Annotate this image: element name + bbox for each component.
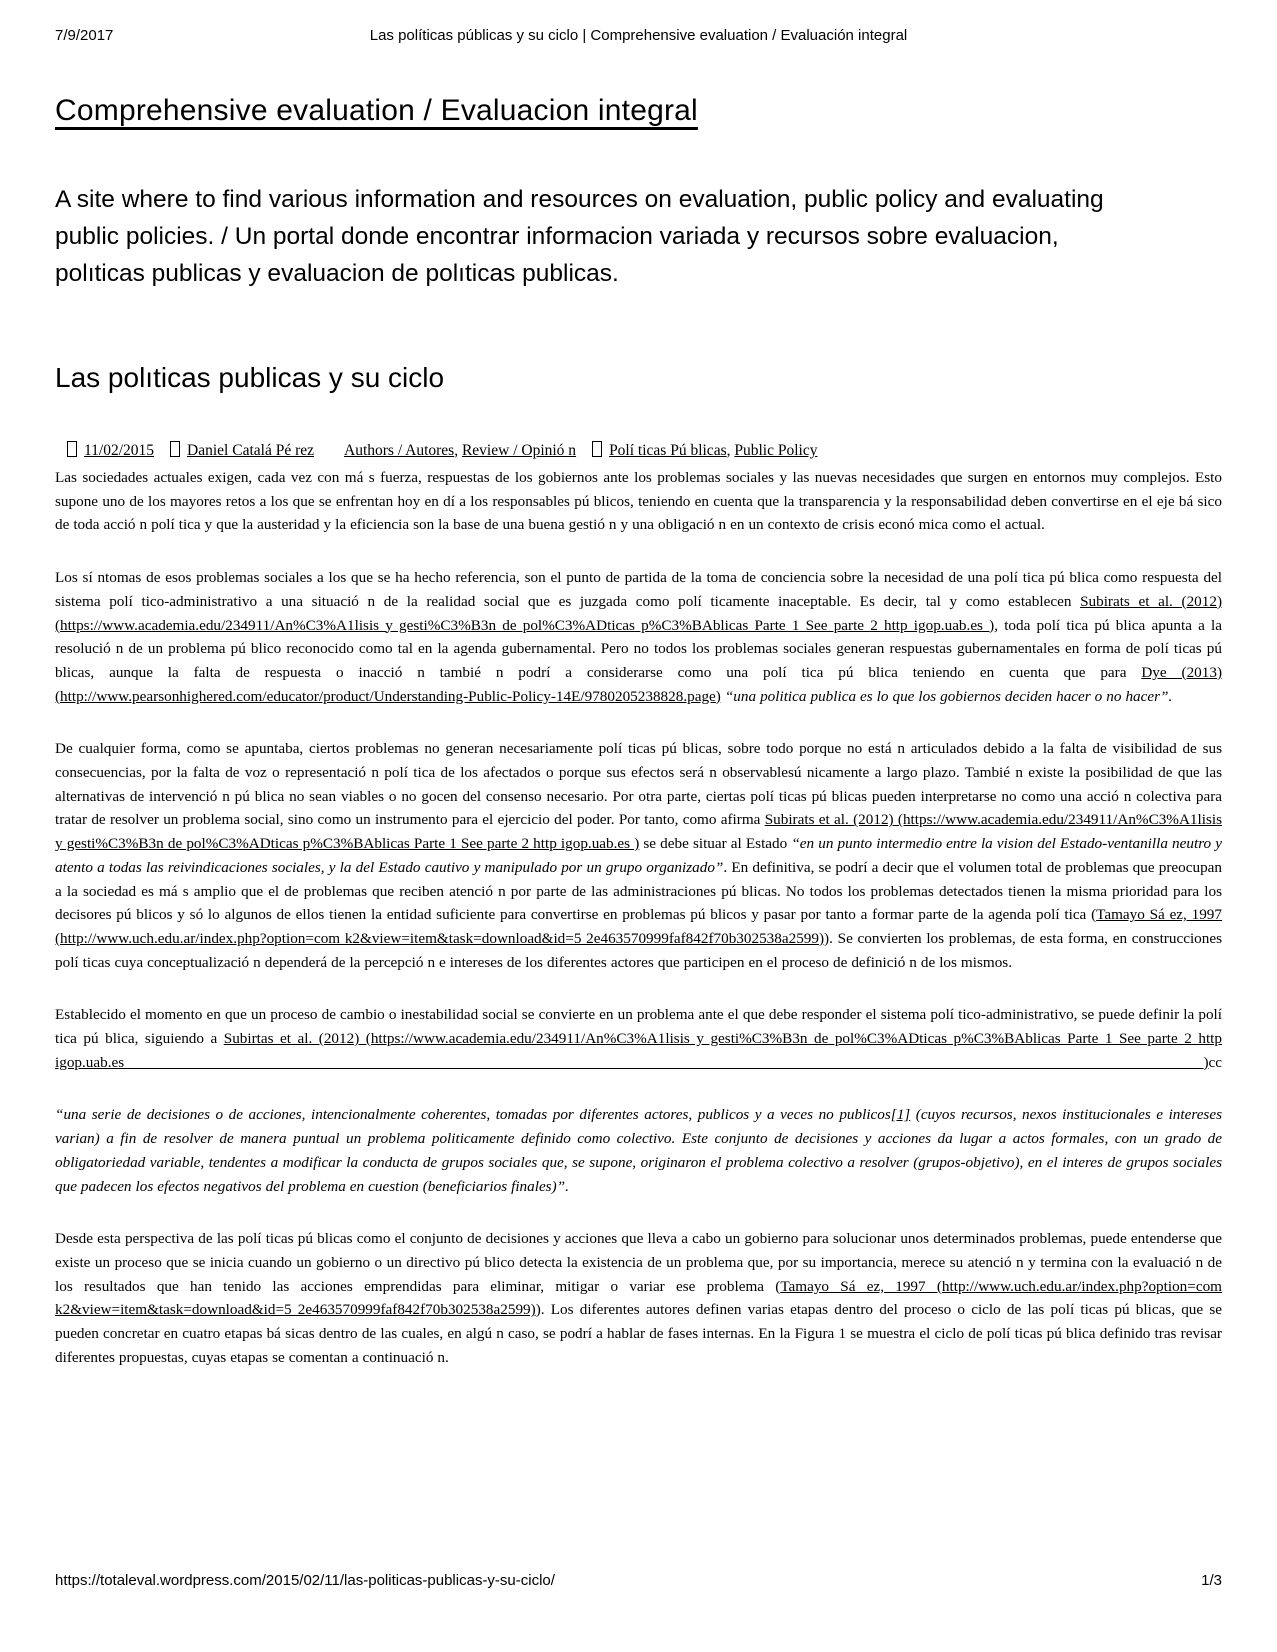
meta-date <box>67 442 154 459</box>
inline-link[interactable]: Subirats et al. (2012) (https://www.academia.edu/234911/An%C3%A1lisis y gesti%C3%B3n de pol%C3%ADticas p%C3%BAblicas Parte 1 See parte 2 http igop.uab.es ) <box>55 592 1222 634</box>
paragraph-text: ). Los diferentes autores definen varias etapas dentro del proceso o ciclo de las polí ticas pú blicas, que se pueden concretar en cuatro etapas bá sicas dentro de las cuales, en algú n caso, se podrí a hablar de fases internas. En la Figura 1 se muestra el ciclo de polí ticas pú blica definido tras revisar diferentes propuestas, cuyas etapas se comentan a continuació n. <box>55 1301 1222 1366</box>
inline-link[interactable]: Tamayo Sá ez, 1997 (http://www.uch.edu.ar/index.php?option=com k2&view=item&task=download&id=5 2e463570999faf842f70b302538a2599) <box>55 1277 1222 1319</box>
paragraph-text: Desde esta perspectiva de las polí ticas pú blicas como el conjunto de decisiones y acciones que lleva a cabo un gobierno para solucionar unos determinados problemas, puede entenderse que existe un proceso que se inicia cuando un gobierno o un directivo pú blico detecta la existencia de un problema que, por su importancia, merece su atenció n y termina con la evaluació n de los resultados que han tenido las acciones emprendidas para eliminar, mitigar o variar ese problema ( <box>55 1230 1222 1295</box>
quoted-text: “una serie de decisiones o de acciones, intencionalmente coherentes, tomadas por diferentes actores, publicos y a veces no publicos <box>55 1106 891 1124</box>
meta-author <box>170 442 314 459</box>
meta-date-link[interactable]: 11/02/2015 <box>84 442 155 459</box>
quoted-text: “una politica publica es lo que los gobiernos deciden hacer o no hacer”. <box>724 687 1173 705</box>
print-header-date: 7/9/2017 <box>55 27 114 44</box>
paragraph-text: , toda polí tica pú blica apunta a la resolució n de un problema pú blico reconocido como tal en la agenda gubernamental. Pero no todos los problemas sociales generan respuestas gubernamentales en forma de polí ticas pú blicas, aunque la falta de respuesta o inacció n tambié n podrí a considerarse como una polí tica pú blica teniendo en cuenta que para <box>55 616 1223 681</box>
print-footer-url: https://totaleval.wordpress.com/2015/02/11/las-politicas-publicas-y-su-ciclo/ <box>55 1572 555 1589</box>
paragraph-text: Las sociedades actuales exigen, cada vez con má s fuerza, respuestas de los gobiernos ante los problemas sociales y las nuevas necesidades que surgen en entornos muy complejos. Esto supone uno de los mayores retos a los que se enfrentan hoy en dí a los responsables pú blicos, teniendo en cuenta que la transparencia y la responsabilidad deben convertirse en el eje bá sico de toda acció n polí tica y que la austeridad y la eficiencia son la base de una buena gestió n y una obligació n en un contexto de crisis econó mica como el actual. <box>55 469 1222 534</box>
meta-tags: Polí ticas Pú blicas, Public Policy <box>592 442 817 459</box>
meta-categories: Authors / Autores, Review / Opinió n <box>344 442 577 459</box>
print-header-title: Las políticas públicas y su ciclo | Comprehensive evaluation / Evaluación integral <box>369 27 908 44</box>
paragraph-text: se debe situar al Estado <box>639 835 792 853</box>
inline-link[interactable]: Dye (2013) (http://www.pearsonhighered.com/educator/product/Understanding-Public-Policy-14E/9780205238828.page) <box>55 663 1222 705</box>
calendar-icon <box>67 441 77 457</box>
body-paragraph <box>55 466 1222 537</box>
quoted-text: “en un punto intermedio entre la vision del Estado-ventanilla neutro y atento a todas las reivindicaciones sociales, y la del Estado cautivo y manipulado por un grupo organizado” <box>55 835 1222 876</box>
paragraph-text: Los sí ntomas de esos problemas sociales a los que se ha hecho referencia, son el punto de partida de la toma de conciencia sobre la necesidad de una polí tica pú blica como respuesta del sistema polí tico-administrativo a una situació n de la realidad social que es juzgada como polí ticamente inaceptable. Es decir, tal y como establecen <box>55 569 1222 610</box>
meta-author-link[interactable]: Daniel Catalá Pé rez <box>187 442 314 459</box>
paragraph-text: cc <box>1208 1053 1222 1071</box>
meta-tags-link[interactable]: Polí ticas Pú blicas <box>609 442 727 459</box>
paragraph-text: De cualquier forma, como se apuntaba, ciertos problemas no generan necesariamente polí ticas pú blicas, sobre todo porque no está n articulados debido a la falta de visibilidad de sus consecuencias, por la falta de voz o representació n polí tica de los afectados o porque sus efectos será n observablesú nicamente a largo plazo. Tambié n existe la posibilidad de que las alternativas de intervenció n pú blica no sean viables o no gocen del consenso necesario. Por otra parte, ciertas polí ticas pú blicas pueden interpretarse no como una acció n colectiva para tratar de resolver un problema social, sino como un instrumento para el ejercicio del poder. Por tanto, como afirma <box>55 740 1222 829</box>
print-footer-page-number: 1/3 <box>1201 1572 1222 1589</box>
footnote-link[interactable]: [1] <box>890 1106 911 1124</box>
meta-categories-link[interactable]: Authors / Autores <box>344 442 455 459</box>
body-paragraph <box>55 1227 1222 1369</box>
post-meta <box>55 441 1222 461</box>
paragraph-text: Establecido el momento en que un proceso de cambio o inestabilidad social se convierte en un problema ante el que debe responder el sistema polí tico-administrativo, se puede definir la polí tica pú blica, siguiendo a <box>55 1006 1222 1048</box>
user-icon <box>170 441 180 457</box>
meta-categories-link[interactable]: Review / Opinió n <box>461 442 577 459</box>
print-footer <box>55 1572 1222 1589</box>
body-paragraph <box>55 1003 1222 1074</box>
print-header <box>0 27 1277 44</box>
post-title: Las polıticas publicas y su ciclo <box>55 362 445 393</box>
tag-icon <box>592 441 602 457</box>
inline-link[interactable]: Subirats et al. (2012) (https://www.academia.edu/234911/An%C3%A1lisis y gesti%C3%B3n de pol%C3%ADticas p%C3%BAblicas Parte 1 See parte 2 http igop.uab.es ) <box>55 811 1222 853</box>
site-title-link[interactable]: Comprehensive evaluation / Evaluacion integral <box>55 94 698 127</box>
post-content <box>55 466 1222 1370</box>
site-tagline: A site where to find various information and resources on evaluation, public policy and evaluating public policies. / Un portal donde encontrar informacion variada y recursos sobre evaluacion, polıticas publicas y evaluacion de polıticas publicas. <box>55 186 1104 287</box>
blockquote-paragraph <box>55 1103 1222 1198</box>
inline-link[interactable]: Tamayo Sá ez, 1997 (http://www.uch.edu.ar/index.php?option=com k2&view=item&task=download&id=5 2e463570999faf842f70b302538a2599) <box>55 906 1222 947</box>
quoted-text: (cuyos recursos, nexos institucionales e intereses varian) a fin de resolver de manera puntual un problema politicamente definido como colectivo. Este conjunto de decisiones y acciones da lugar a actos formales, con un grado de obligatoriedad variable, tendentes a modificar la conducta de grupos sociales que, se supone, originaron el problema colectivo a resolver (grupos-objetivo), en el interes de grupos sociales que padecen los efectos negativos del problema en cuestion (beneficiarios finales)”. <box>55 1106 1222 1195</box>
paragraph-text: ). Se convierten los problemas, de esta forma, en construcciones polí ticas cuya conceptualizació n dependerá de la percepció n e intereses de los diferentes actores que participen en el proceso de definició n de los mismos. <box>55 929 1222 971</box>
inline-link[interactable]: Subirtas et al. (2012) (https://www.academia.edu/234911/An%C3%A1lisis y gesti%C3%B3n de pol%C3%ADticas p%C3%BAblicas Parte 1 See parte 2 http igop.uab.es ) <box>55 1030 1222 1071</box>
body-paragraph <box>55 566 1222 708</box>
paragraph-text: . En definitiva, se podrí a decir que el volumen total de problemas que preocupan a la sociedad es má s amplio que el de problemas que reciben atenció n por parte de las administraciones pú blicas. No todos los problemas detectados tienen la misma prioridad para los decisores pú blicos y só lo algunos de ellos tienen la entidad suficiente para convertirse en problemas pú blicos y pasar por tanto a formar parte de la agenda polí tica ( <box>55 858 1222 924</box>
body-paragraph <box>55 737 1222 974</box>
post-body <box>55 441 1222 1399</box>
meta-tags-link[interactable]: Public Policy <box>734 442 818 459</box>
